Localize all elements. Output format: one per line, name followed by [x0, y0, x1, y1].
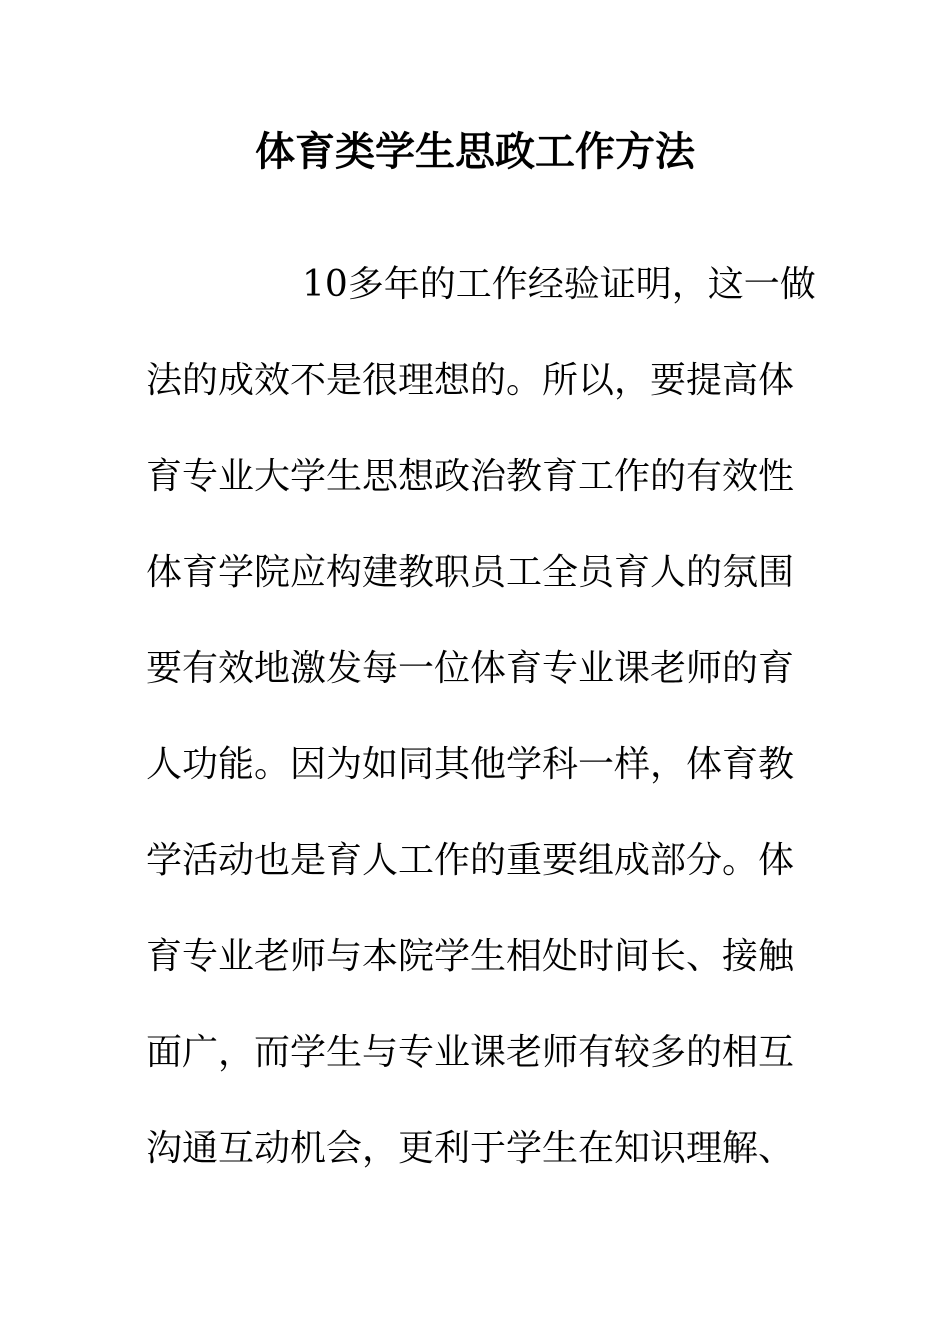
document-title: 体育类学生思政工作方法	[255, 128, 695, 175]
body-line: 育专业大学生思想政治教育工作的有效性	[146, 456, 795, 497]
body-line: 育专业老师与本院学生相处时间长、接触	[146, 936, 795, 977]
body-line: 面广，而学生与专业课老师有较多的相互	[146, 1032, 795, 1073]
body-line: 10多年的工作经验证明，这一做	[302, 264, 816, 305]
body-line: 沟通互动机会，更利于学生在知识理解、	[146, 1128, 795, 1169]
body-line: 法的成效不是很理想的。所以，要提高体	[146, 360, 795, 401]
body-line: 学活动也是育人工作的重要组成部分。体	[146, 840, 795, 881]
body-line: 要有效地激发每一位体育专业课老师的育	[146, 648, 795, 689]
body-line: 人功能。因为如同其他学科一样，体育教	[146, 744, 795, 785]
body-line: 体育学院应构建教职员工全员育人的氛围	[146, 552, 795, 593]
document-body	[146, 260, 816, 1220]
